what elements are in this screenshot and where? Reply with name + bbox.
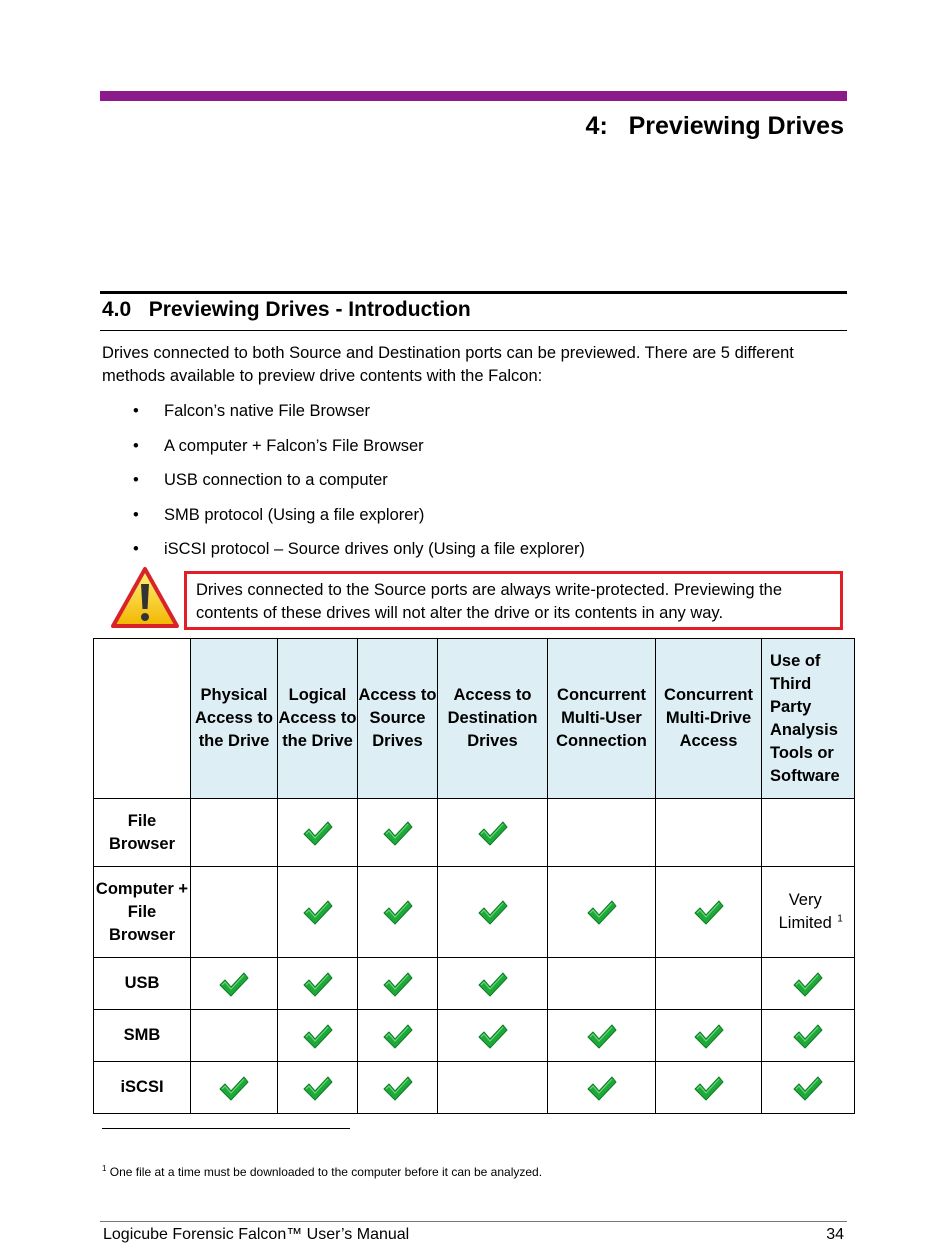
check-icon: [477, 819, 509, 847]
list-item-text: iSCSI protocol – Source drives only (Using a file explorer): [164, 540, 585, 558]
check-icon: [382, 970, 414, 998]
table-cell: [191, 867, 278, 958]
table-row: [94, 1062, 855, 1114]
warning-callout: Drives connected to the Source ports are always write-protected. Previewing the contents of these drives will not alter the drive or its contents in any way.: [184, 571, 843, 630]
section-title: 4.0 Previewing Drives - Introduction: [102, 298, 471, 321]
table-header-cell: Logical Access to the Drive: [278, 639, 358, 799]
bullet-symbol: •: [133, 471, 139, 489]
table-cell: [191, 958, 278, 1010]
bullet-symbol: •: [133, 436, 139, 455]
table-cell: [656, 958, 762, 1010]
check-icon: [302, 819, 334, 847]
check-icon: [382, 819, 414, 847]
footnote-marker: 1: [102, 1164, 107, 1173]
table-cell: [278, 958, 358, 1010]
check-icon: [477, 1022, 509, 1050]
check-icon: [218, 1074, 250, 1102]
table-cell: [548, 1062, 656, 1114]
row-label: SMB: [94, 1010, 191, 1062]
table-cell: [762, 799, 855, 867]
check-icon: [586, 1074, 618, 1102]
bullet-symbol: •: [133, 505, 139, 524]
list-item-text: SMB protocol (Using a file explorer): [164, 505, 425, 524]
table-cell: [191, 1010, 278, 1062]
list-item-text: Falcon’s native File Browser: [164, 402, 371, 420]
table-cell: [438, 799, 548, 867]
check-icon: [218, 970, 250, 998]
check-icon: [693, 1022, 725, 1050]
footnote-text: One file at a time must be downloaded to the computer before it can be analyzed.: [106, 1165, 543, 1179]
check-icon: [302, 970, 334, 998]
table-cell: [438, 958, 548, 1010]
table-row: [94, 1010, 855, 1062]
check-icon: [792, 1074, 824, 1102]
table-header-cell: Access to Source Drives: [358, 639, 438, 799]
table-header-cell: Access to Destination Drives: [438, 639, 548, 799]
table-row: [94, 799, 855, 867]
table-row: [94, 867, 855, 958]
preview-methods-table: [93, 638, 855, 1114]
check-icon: [302, 1074, 334, 1102]
table-header-cell: Use of Third Party Analysis Tools or Software: [762, 639, 855, 799]
check-icon: [477, 970, 509, 998]
table-cell: [548, 867, 656, 958]
check-icon: [792, 1022, 824, 1050]
table-cell: [762, 1062, 855, 1114]
table-header-cell: Physical Access to the Drive: [191, 639, 278, 799]
check-icon: [792, 970, 824, 998]
table-cell: [762, 867, 855, 958]
table-cell: [278, 867, 358, 958]
table-cell: [358, 1062, 438, 1114]
table-row: [94, 958, 855, 1010]
list-item-text: A computer + Falcon’s File Browser: [164, 436, 424, 455]
table-cell: [278, 1010, 358, 1062]
table-cell: [358, 799, 438, 867]
check-icon: [302, 898, 334, 926]
section-top-rule: [100, 291, 847, 294]
footnote: [102, 1164, 542, 1179]
list-item-text: USB connection to a computer: [164, 471, 388, 489]
list-item: [102, 504, 585, 539]
check-icon: [693, 898, 725, 926]
table-cell: [191, 1062, 278, 1114]
footnote-rule: [102, 1128, 350, 1129]
check-icon: [693, 1074, 725, 1102]
footer-title: Logicube Forensic Falcon™ User’s Manual: [103, 1226, 410, 1243]
footnote-marker: 1: [837, 913, 843, 925]
table-cell: [438, 1010, 548, 1062]
table-cell: [656, 867, 762, 958]
table-cell: [278, 799, 358, 867]
bullet-symbol: •: [133, 402, 139, 420]
table-header-cell: [94, 639, 191, 799]
intro-paragraph: Drives connected to both Source and Destination ports can be previewed. There are 5 different methods available to preview drive contents with the Falcon:: [102, 344, 794, 385]
check-icon: [586, 898, 618, 926]
warning-icon: [110, 566, 180, 630]
check-icon: [382, 1074, 414, 1102]
table-header-cell: Concurrent Multi-User Connection: [548, 639, 656, 799]
table-cell: [548, 958, 656, 1010]
table-cell: [438, 867, 548, 958]
list-item: [102, 400, 585, 435]
list-item: [102, 435, 585, 470]
table-cell: [762, 1010, 855, 1062]
check-icon: [382, 1022, 414, 1050]
table-cell: [656, 799, 762, 867]
table-cell: [548, 799, 656, 867]
table-header-cell: Concurrent Multi-Drive Access: [656, 639, 762, 799]
table-cell: [762, 958, 855, 1010]
list-item: [102, 469, 585, 504]
cell-text: Very Limited: [778, 891, 832, 932]
table-cell: [548, 1010, 656, 1062]
check-icon: [477, 898, 509, 926]
check-icon: [586, 1022, 618, 1050]
row-label: iSCSI: [94, 1062, 191, 1114]
row-label: File Browser: [94, 799, 191, 867]
table-cell: [656, 1062, 762, 1114]
footer-rule: [100, 1221, 847, 1222]
check-icon: [382, 898, 414, 926]
table-cell: [656, 1010, 762, 1062]
page-number: 34: [826, 1226, 844, 1243]
method-list: [102, 400, 585, 573]
table-cell: [438, 1062, 548, 1114]
check-icon: [302, 1022, 334, 1050]
bullet-symbol: •: [133, 540, 139, 558]
table-cell: [278, 1062, 358, 1114]
table-cell: [358, 958, 438, 1010]
chapter-accent-bar: [100, 91, 847, 101]
table-cell: [358, 867, 438, 958]
section-bottom-rule: [100, 330, 847, 331]
row-label: Computer + File Browser: [94, 867, 191, 958]
table-cell: [358, 1010, 438, 1062]
chapter-title: 4: Previewing Drives: [585, 112, 844, 140]
row-label: USB: [94, 958, 191, 1010]
table-header-row: [94, 639, 855, 799]
table-cell: [191, 799, 278, 867]
